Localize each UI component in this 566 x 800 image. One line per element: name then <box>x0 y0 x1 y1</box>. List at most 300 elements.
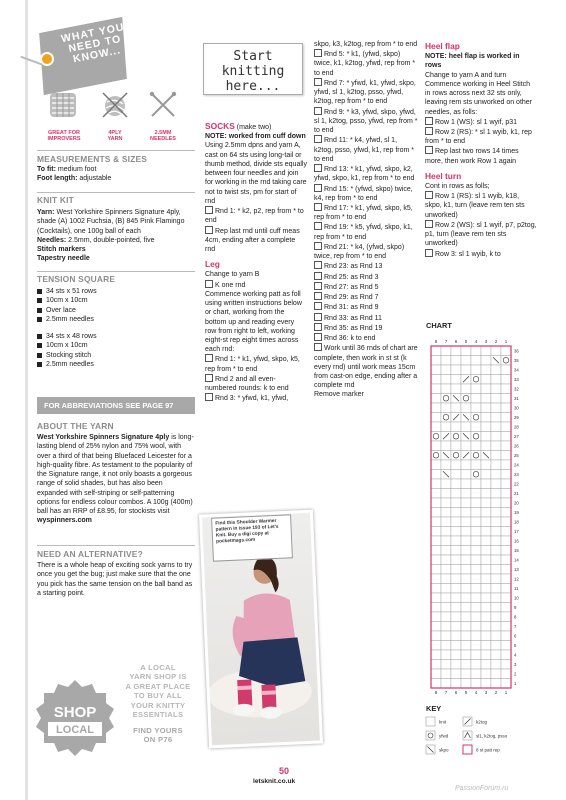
chart-cell <box>441 650 451 660</box>
chart-cell <box>431 413 441 423</box>
col2-line: Rnd 29: as Rnd 7 <box>314 292 418 302</box>
divider <box>37 545 195 546</box>
chart-cell <box>461 679 471 689</box>
divider <box>37 192 195 193</box>
chart-cell <box>491 650 501 660</box>
chart-col-label: 2 <box>494 339 498 344</box>
chart-cell <box>451 574 461 584</box>
knitkit-section <box>37 195 195 264</box>
key-label: knit <box>439 719 447 725</box>
chart-cell <box>451 365 461 375</box>
chart-row-label: 34 <box>514 367 519 373</box>
chart-cell <box>451 356 461 366</box>
chart-cell <box>461 527 471 537</box>
chart-cell <box>461 555 471 565</box>
chart-cell <box>481 546 491 556</box>
chart-cell <box>501 574 511 584</box>
chart-cell <box>441 403 451 413</box>
chart-cell <box>501 622 511 632</box>
chart-col-label: 4 <box>474 690 478 695</box>
chart-cell <box>491 375 501 385</box>
chart-cell <box>461 422 471 432</box>
chart-cell <box>431 612 441 622</box>
chart-cell <box>481 660 491 670</box>
col2-line: Remove marker <box>314 391 364 399</box>
chart-cell <box>491 565 501 575</box>
hf-row-1: Row 1 (WS): sl 1 wyif, p31 <box>425 117 537 127</box>
chart-cell <box>491 413 501 423</box>
chart-row-label: 33 <box>514 376 519 382</box>
chart-row-label: 27 <box>514 433 519 439</box>
chart-cell <box>501 470 511 480</box>
chart-cell <box>461 403 471 413</box>
chart-cell <box>441 384 451 394</box>
chart-cell <box>441 394 451 404</box>
chart-cell <box>451 470 461 480</box>
chart-cell <box>441 622 451 632</box>
chart-cell <box>441 356 451 366</box>
local-word: LOCAL <box>56 724 94 736</box>
chart-cell <box>491 517 501 527</box>
chart-col-label: 7 <box>444 690 448 695</box>
chart-cell <box>441 365 451 375</box>
chart-cell <box>491 470 501 480</box>
chart-cell <box>491 432 501 442</box>
chart-cell <box>461 669 471 679</box>
chart-cell <box>481 527 491 537</box>
chart-cell <box>461 384 471 394</box>
chart-cell <box>471 403 481 413</box>
chart-cell <box>491 612 501 622</box>
chart-cell <box>481 603 491 613</box>
chart-row-label: 28 <box>514 424 519 430</box>
chart-cell <box>461 641 471 651</box>
chart-cell <box>451 460 461 470</box>
chart-cell <box>451 479 461 489</box>
chart-cell <box>441 660 451 670</box>
chart-row-label: 15 <box>514 547 519 553</box>
key-swatch <box>426 731 435 740</box>
leg-change: Change to yarn B <box>205 271 260 279</box>
chart-cell <box>501 584 511 594</box>
chart-cell <box>501 403 511 413</box>
chart-key <box>425 716 545 760</box>
chart-cell <box>491 451 501 461</box>
chart-cell <box>471 593 481 603</box>
chart-cell <box>451 593 461 603</box>
chart-cell <box>501 365 511 375</box>
chart-cell <box>451 612 461 622</box>
chart-cell <box>471 508 481 518</box>
chart-cell <box>481 622 491 632</box>
chart-row-label: 5 <box>514 642 517 648</box>
chart-cell <box>501 536 511 546</box>
chart-cell <box>441 422 451 432</box>
chart-cell <box>451 660 461 670</box>
chart-cell <box>461 498 471 508</box>
chart-cell <box>501 593 511 603</box>
chart-cell <box>461 489 471 499</box>
chart-cell <box>461 603 471 613</box>
chart-cell <box>471 356 481 366</box>
chart-cell <box>491 346 501 356</box>
chart-cell <box>481 517 491 527</box>
chart-cell <box>431 441 441 451</box>
chart-cell <box>481 470 491 480</box>
chart-cell <box>501 612 511 622</box>
chart-cell <box>461 660 471 670</box>
chart-cell <box>481 460 491 470</box>
chart-cell <box>451 565 461 575</box>
chart-cell <box>441 536 451 546</box>
measurements-title: MEASUREMENTS & SIZES <box>37 154 148 164</box>
chart-row-label: 6 <box>514 633 517 639</box>
chart-cell <box>501 650 511 660</box>
chart-col-label: 1 <box>504 690 508 695</box>
watermark: PassionForum.ru <box>455 785 509 792</box>
chart-cell <box>441 527 451 537</box>
chart-cell <box>491 489 501 499</box>
chart-cell <box>451 527 461 537</box>
chart-cell <box>471 517 481 527</box>
col2-line: Rnd 35: as Rnd 19 <box>314 323 418 333</box>
knitting-chart <box>428 336 523 697</box>
key-label: sl1, k2tog, psso <box>476 733 508 739</box>
col2-line: Rnd 36: k to end <box>314 333 418 343</box>
fit-line: To fit: medium foot <box>37 166 97 174</box>
chart-cell <box>491 679 501 689</box>
chart-cell <box>491 660 501 670</box>
chart-cell <box>471 365 481 375</box>
chart-row-label: 32 <box>514 386 519 392</box>
chart-cell <box>471 622 481 632</box>
chart-row-label: 16 <box>514 538 519 544</box>
page-edge <box>0 0 28 800</box>
key-label: yfwd <box>439 733 449 739</box>
chart-cell <box>501 498 511 508</box>
chart-cell <box>441 555 451 565</box>
chart-cell <box>471 669 481 679</box>
col2-line: Rnd 23: as Rnd 13 <box>314 261 418 271</box>
chart-cell <box>451 603 461 613</box>
chart-cell <box>461 622 471 632</box>
chart-cell <box>501 603 511 613</box>
chart-cell <box>481 479 491 489</box>
chart-cell <box>471 498 481 508</box>
chart-cell <box>441 669 451 679</box>
chart-cell <box>491 593 501 603</box>
chart-cell <box>431 498 441 508</box>
chart-row-label: 31 <box>514 395 519 401</box>
chart-cell <box>501 641 511 651</box>
chart-cell <box>441 565 451 575</box>
chart-cell <box>431 508 441 518</box>
chart-cell <box>431 432 441 442</box>
chart-cell <box>441 479 451 489</box>
icon-label-improvers: GREAT FOR IMPROVERS <box>47 130 81 143</box>
stitch-markers: Stitch markers <box>37 246 86 254</box>
page-number: 50 <box>278 766 289 776</box>
chart-col-label: 6 <box>454 690 458 695</box>
chart-cell <box>501 489 511 499</box>
chart-cell <box>481 650 491 660</box>
chart-cell <box>441 679 451 689</box>
chart-row-label: 10 <box>514 595 519 601</box>
chart-cell <box>481 394 491 404</box>
shop-local-badge <box>36 679 114 757</box>
chart-cell <box>491 498 501 508</box>
chart-cell <box>431 517 441 527</box>
chart-cell <box>431 422 441 432</box>
chart-cell <box>471 574 481 584</box>
chart-cell <box>501 479 511 489</box>
heel-flap-text: Change to yarn A and turn Commence working in Heel Stitch in rows across next 32 sts only, leaving rem sts unworked on other needles, as folls: <box>425 71 532 116</box>
chart-cell <box>501 375 511 385</box>
chart-cell <box>441 631 451 641</box>
chart-cell <box>501 460 511 470</box>
chart-cell <box>451 432 461 442</box>
chart-cell <box>461 479 471 489</box>
chart-cell <box>451 375 461 385</box>
tension-list-a <box>37 287 195 324</box>
rnd-1: Rnd 1: * k2, p2, rep from * to end <box>205 206 307 225</box>
key-label: 8 st patt rep <box>476 747 500 753</box>
chart-cell <box>461 612 471 622</box>
chart-cell <box>481 641 491 651</box>
chart-cell <box>471 679 481 689</box>
chart-row-label: 30 <box>514 405 519 411</box>
chart-cell <box>501 441 511 451</box>
chart-cell <box>451 641 461 651</box>
needles-line: Needles: 2.5mm, double-pointed, five <box>37 236 155 244</box>
chart-cell <box>501 422 511 432</box>
chart-cell <box>471 546 481 556</box>
chart-title: CHART <box>426 321 452 330</box>
site-url[interactable]: letsknit.co.uk <box>253 778 296 785</box>
chart-cell <box>441 612 451 622</box>
chart-cell <box>491 422 501 432</box>
chart-cell <box>471 375 481 385</box>
icon-row <box>40 90 190 150</box>
chart-cell <box>491 546 501 556</box>
chart-cell <box>441 584 451 594</box>
chart-cell <box>451 631 461 641</box>
chart-cell <box>471 612 481 622</box>
heel-flap-note: NOTE: heel flap is worked in rows <box>425 53 520 70</box>
chart-col-label: 4 <box>474 339 478 344</box>
heel-turn-text: Cont in rows as folls; <box>425 183 490 190</box>
chart-cell <box>451 498 461 508</box>
chart-cell <box>431 394 441 404</box>
tag-hole <box>40 52 54 66</box>
chart-cell <box>481 356 491 366</box>
chart-cell <box>451 403 461 413</box>
chart-cell <box>471 479 481 489</box>
chart-cell <box>461 631 471 641</box>
chart-cell <box>461 394 471 404</box>
hf-row-2: Row 2 (RS): * sl 1 wyib, k1, rep from * to end <box>425 127 537 146</box>
chart-cell <box>431 669 441 679</box>
chart-cell <box>481 679 491 689</box>
chart-cell <box>481 584 491 594</box>
chart-cell <box>471 565 481 575</box>
chart-cell <box>471 555 481 565</box>
chart-cell <box>491 384 501 394</box>
chart-cell <box>501 508 511 518</box>
chart-cell <box>441 508 451 518</box>
chart-cell <box>431 574 441 584</box>
chart-cell <box>431 546 441 556</box>
list-item: 34 sts x 51 rows <box>37 287 195 296</box>
length-line: Foot length: adjustable <box>37 175 112 183</box>
chart-cell <box>441 489 451 499</box>
chart-cell <box>501 384 511 394</box>
chart-row-label: 2 <box>514 671 517 677</box>
leg-heading: Leg <box>205 259 220 270</box>
chart-cell <box>461 356 471 366</box>
abbreviations-bar: FOR ABBREVIATIONS SEE PAGE 97 <box>37 397 195 414</box>
about-text: West Yorkshire Spinners Signature 4ply is long-lasting blend of 25% nylon and 75% wool, with over a third of that being Bluefaced Leicester for a high-quality fibre. As testament to the popularity of the Signature range, it not only boasts a gorgeous range of solid shades, but has also been expanded with self-striping or self-patterning options for endless colour combos. A 100g (400m) ball has an RRP of £8.95, for stockists visit wyspinners.com <box>37 434 194 525</box>
chart-row-label: 14 <box>514 557 519 563</box>
ht-row-2: Row 2 (WS): sl 1 wyif, p7, p2tog, p1, turn (leave rem ten sts unworked) <box>425 221 537 248</box>
list-item: Over lace <box>37 306 195 315</box>
chart-col-label: 8 <box>434 339 438 344</box>
col2-line: Rnd 19: * k5, yfwd, skpo, k1, rep from * to end <box>314 222 418 241</box>
chart-cell <box>441 375 451 385</box>
leg-text: Commence working patt as foll using written instructions below or chart, working from the bottom up and reading every row from right to left, working eight-st rep eight times across each rnd: <box>205 290 302 354</box>
measurements-section <box>37 154 195 184</box>
chart-cell <box>501 555 511 565</box>
chart-row-label: 22 <box>514 481 519 487</box>
icon-label-needles: 2.5MM NEEDLES <box>150 130 176 143</box>
heel-flap-heading: Heel flap <box>425 41 460 51</box>
chart-cell <box>481 574 491 584</box>
list-item: 10cm x 10cm <box>37 296 195 305</box>
col2-line: Rnd 11: * k4, yfwd, sl 1, k2tog, psso, yfwd, k1, rep from * to end <box>314 135 418 164</box>
chart-cell <box>451 622 461 632</box>
col2-line: Rnd 13: * k1, yfwd, skpo, k2, yfwd, skpo, k1, rep from * to end <box>314 164 418 183</box>
chart-cell <box>431 679 441 689</box>
chart-cell <box>501 517 511 527</box>
key-swatch <box>463 745 472 754</box>
about-title: ABOUT THE YARN <box>37 421 114 431</box>
chart-cell <box>441 460 451 470</box>
chart-cell <box>441 641 451 651</box>
leg-rnd-2: Rnd 2 and all even-numbered rounds: k to end <box>205 374 307 393</box>
chart-cell <box>431 593 441 603</box>
chart-cell <box>481 498 491 508</box>
chart-row-label: 26 <box>514 443 519 449</box>
yarn-ball-icon <box>48 90 78 120</box>
col2-line: Work until 36 rnds of chart are complete, then work in st st (k every rnd) until work meas 15cm from cast-on edge, ending after a complete rnd <box>314 345 418 390</box>
chart-cell <box>491 536 501 546</box>
list-item: 34 sts x 48 rows <box>37 332 195 341</box>
chart-cell <box>431 631 441 641</box>
col2-line: Rnd 27: as Rnd 5 <box>314 282 418 292</box>
key-label: skpo <box>439 747 449 753</box>
chart-cell <box>471 441 481 451</box>
chart-cell <box>481 612 491 622</box>
chart-cell <box>451 508 461 518</box>
chart-cell <box>461 574 471 584</box>
alternative-title: NEED AN ALTERNATIVE? <box>37 549 143 559</box>
chart-cell <box>471 536 481 546</box>
chart-row-label: 11 <box>514 585 519 591</box>
divider <box>37 150 195 151</box>
tapestry-needle: Tapestry needle <box>37 255 90 263</box>
chart-cell <box>431 403 441 413</box>
chart-cell <box>461 593 471 603</box>
chart-cell <box>431 375 441 385</box>
chart-cell <box>441 346 451 356</box>
col2-line: Rnd 9: * k3, yfwd, skpo, yfwd, sl 1, k2tog, psso, yfwd, rep from * to end <box>314 108 418 135</box>
wyspinners-link[interactable]: wyspinners.com <box>37 517 92 525</box>
chart-cell <box>501 451 511 461</box>
chart-cell <box>431 384 441 394</box>
chart-cell <box>501 660 511 670</box>
chart-col-label: 6 <box>454 339 458 344</box>
socks-note: NOTE: worked from cuff down <box>205 133 306 141</box>
col2-line: Rnd 31: as Rnd 9 <box>314 302 418 312</box>
chart-cell <box>471 660 481 670</box>
tension-title: TENSION SQUARE <box>37 274 116 284</box>
col2-line: Rnd 21: * k4, (yfwd, skpo) twice, rep from * to end <box>314 242 418 261</box>
chart-cell <box>481 384 491 394</box>
socks-text: Using 2.5mm dpns and yarn A, cast on 64 sts using long-tail or thumb method, divide sts equally between four needles and join for working in the rnd taking care not to twist sts, pm for start of rnd <box>205 142 307 205</box>
chart-cell <box>461 441 471 451</box>
chart-cell <box>431 555 441 565</box>
chart-cell <box>491 584 501 594</box>
chart-row-label: 23 <box>514 471 519 477</box>
chart-cell <box>481 375 491 385</box>
chart-cell <box>431 470 441 480</box>
chart-cell <box>431 346 441 356</box>
chart-cell <box>451 669 461 679</box>
chart-col-label: 3 <box>484 339 488 344</box>
chart-col-label: 7 <box>444 339 448 344</box>
chart-cell <box>431 622 441 632</box>
key-label: k2tog <box>476 719 488 725</box>
divider <box>37 271 195 272</box>
chart-cell <box>431 365 441 375</box>
chart-row-label: 18 <box>514 519 519 525</box>
chart-cell <box>451 650 461 660</box>
chart-cell <box>481 555 491 565</box>
chart-cell <box>431 536 441 546</box>
chart-row-label: 12 <box>514 576 519 582</box>
chart-cell <box>441 498 451 508</box>
chart-cell <box>501 679 511 689</box>
chart-cell <box>491 460 501 470</box>
socks-heading: SOCKS (make two) <box>205 121 272 131</box>
yarn-line: Yarn: West Yorkshire Spinners Signature 4ply, shade (A) 1002 Fuchsia, (B) 845 Pink Flamingo (Cocktails), one 100g ball of each <box>37 209 185 235</box>
chart-cell <box>491 441 501 451</box>
chart-cell <box>481 432 491 442</box>
chart-col-label: 2 <box>494 690 498 695</box>
chart-cell <box>461 517 471 527</box>
chart-cell <box>451 489 461 499</box>
chart-row-label: 8 <box>514 614 517 620</box>
chart-cell <box>431 460 441 470</box>
chart-cell <box>451 555 461 565</box>
chart-cell <box>441 413 451 423</box>
chart-cell <box>491 527 501 537</box>
chart-cell <box>501 631 511 641</box>
chart-cell <box>481 508 491 518</box>
chart-cell <box>441 441 451 451</box>
chart-cell <box>451 441 461 451</box>
instructions-col-3 <box>425 41 537 259</box>
